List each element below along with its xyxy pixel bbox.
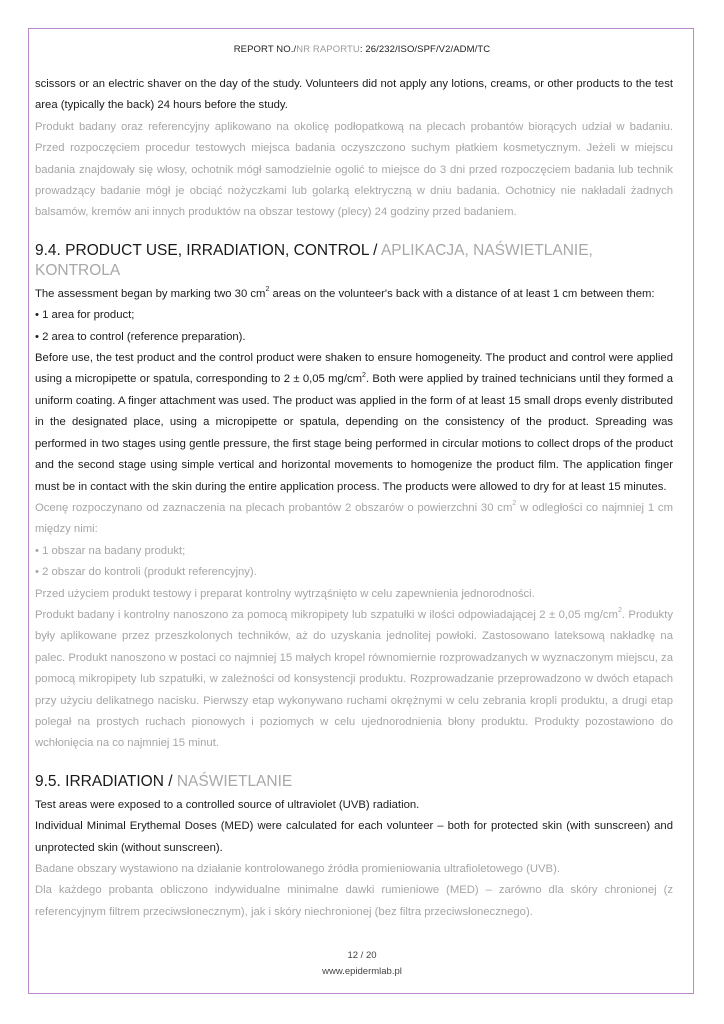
superscript: 2	[512, 500, 517, 508]
section-9-4-pl-paragraph-1	[35, 498, 673, 541]
website-url: www.epidermlab.pl	[322, 966, 402, 977]
intro-paragraph-pl: Produkt badany oraz referencyjny aplikowano na okolicę podłopatkową na plecach probantów biorących udział w badaniu. Przed rozpoczęciem procedur testowych miejsca badania oczyszczono suchym płatkiem kosmetycznym. Jeżeli w miejscu badania znajdowały się włosy, ochotnik mógł samodzielnie ogolić to miejsce do 3 dni przed rozpoczęciem badania lub technik prowadzący badanie mógł je obciąć nożyczkami lub golarką elektryczną w dniu badania. Ochotnicy nie nakładali żadnych balsamów, kremów ani innych produktów na obszar testowy (plecy) 24 godziny przed badaniem.	[35, 120, 673, 219]
section-9-4-en-bullet-1: • 1 area for product;	[35, 309, 135, 322]
header-slash: /	[293, 44, 297, 55]
text-run: Before use, the test product and the control product were shaken to ensure homogeneity. The product and control were applied using a micropipette or spatula, corresponding to 2 ± 0,05 mg/cm	[35, 352, 673, 386]
page-content	[35, 74, 673, 923]
section-9-5-title-en: 9.5. IRRADIATION	[35, 772, 164, 790]
section-9-4-pl-paragraph-2: Przed użyciem produkt testowy i preparat kontrolny wytrząśnięto w celu zapewnienia jednorodności.	[35, 587, 535, 600]
section-9-5-pl-paragraph-2: Dla każdego probanta obliczono indywidualne minimalne dawki rumieniowe (MED) – zarówno dla skóry chronionej (z referencyjnym filtrem przeciwsłonecznym), jak i skóry niechronionej (bez filtra przeciwsłonecznego).	[35, 884, 673, 918]
text-run: Ocenę rozpoczynano od zaznaczenia na plecach probantów 2 obszarów o powierzchni 30 cm	[35, 501, 513, 514]
section-9-4-en-bullet-2: • 2 area to control (reference preparation).	[35, 330, 246, 343]
text-run: . Produkty były aplikowane przez przeszkolonych techników, aż do uzyskania jednolitej powłoki. Zastosowano lateksową nakładkę na palec. Produkt nanoszono w postaci co najmniej 15 małych kropel równomiernie rozprowadzanych w wyznaczonym miejscu, za pomocą mikropipety lub szpatułki, w zależności od konsystencji produktu. Rozprowadzanie przeprowadzono w dwóch etapach przy użyciu delikatnego nacisku. Pierwszy etap wykonywano ruchami okrężnymi w celu zebrania kropli produktu, a drugi etap polegał na prostych ruchach pionowych i poziomych w celu ujednorodnienia błony produktu. Produkty pozostawiono do wchłonięcia na co najmniej 15 minut.	[35, 608, 673, 750]
section-9-5-en-paragraph-2: Individual Minimal Erythemal Doses (MED) were calculated for each volunteer – both for protected skin (with sunscreen) and unprotected skin (without sunscreen).	[35, 820, 673, 854]
page-number: 12 / 20	[347, 950, 377, 961]
report-header	[0, 44, 724, 55]
section-9-4-title-pl: APLIKACJA, NAŚWIETLANIE, KONTROLA	[35, 241, 593, 279]
text-run: . Both were applied by trained technicians until they formed a uniform coating. A finger attachment was used. The product was applied in the form of at least 15 small drops evenly distributed in the designated place, using a micropipette or spatula, depending on the consistency of the product. Spreading was performed in two stages using gentle pressure, the first stage being performed in circular motions to collect drops of the product and the second stage using simple vertical and horizontal movements to homogenize the product film. The application finger must be in contact with the skin during the entire application process. The products were allowed to dry for at least 15 minutes.	[35, 373, 673, 493]
section-9-4-en-paragraph-2	[35, 348, 673, 498]
section-9-4-pl-bullet-2: • 2 obszar do kontroli (produkt referencyjny).	[35, 566, 257, 579]
section-9-4-pl-bullet-1: • 1 obszar na badany produkt;	[35, 544, 186, 557]
superscript: 2	[362, 371, 366, 379]
section-9-4-pl-paragraph-3	[35, 605, 673, 755]
intro-paragraph-en: scissors or an electric shaver on the day of the study. Volunteers did not apply any lotions, creams, or other products to the test area (typically the back) 24 hours before the study.	[35, 78, 673, 112]
text-run: w odległości co najmniej 1 cm między nimi:	[35, 501, 673, 536]
header-report-number: : 26/232/ISO/SPF/V2/ADM/TC	[359, 44, 491, 55]
section-9-4-heading	[35, 241, 673, 281]
text-run: areas on the volunteer's back with a distance of at least 1 cm between them:	[269, 287, 655, 300]
section-9-5-en-paragraph-1: Test areas were exposed to a controlled source of ultraviolet (UVB) radiation.	[35, 798, 420, 811]
section-9-5-title-slash: /	[163, 772, 177, 790]
section-9-5-heading	[35, 772, 673, 792]
text-run: The assessment began by marking two 30 cm	[35, 287, 266, 300]
section-9-5-title-pl: NAŚWIETLANIE	[176, 772, 293, 790]
header-prefix-en: REPORT NO.	[233, 44, 294, 55]
text-run: Produkt badany i kontrolny nanoszono za pomocą mikropipety lub szpatułki w ilości odpowiadającej 2 ± 0,05 mg/cm	[35, 608, 618, 621]
superscript: 2	[265, 286, 270, 294]
section-9-4-title-slash: /	[368, 241, 381, 259]
header-prefix-pl: NR RAPORTU	[296, 44, 360, 55]
section-9-5-pl-paragraph-1: Badane obszary wystawiono na działanie kontrolowanego źródła promieniowania ultrafioletowego (UVB).	[35, 863, 560, 875]
section-9-4-title-en: 9.4. PRODUCT USE, IRRADIATION, CONTROL	[35, 241, 369, 259]
section-9-4-en-paragraph-1	[35, 284, 673, 305]
superscript: 2	[617, 607, 622, 615]
